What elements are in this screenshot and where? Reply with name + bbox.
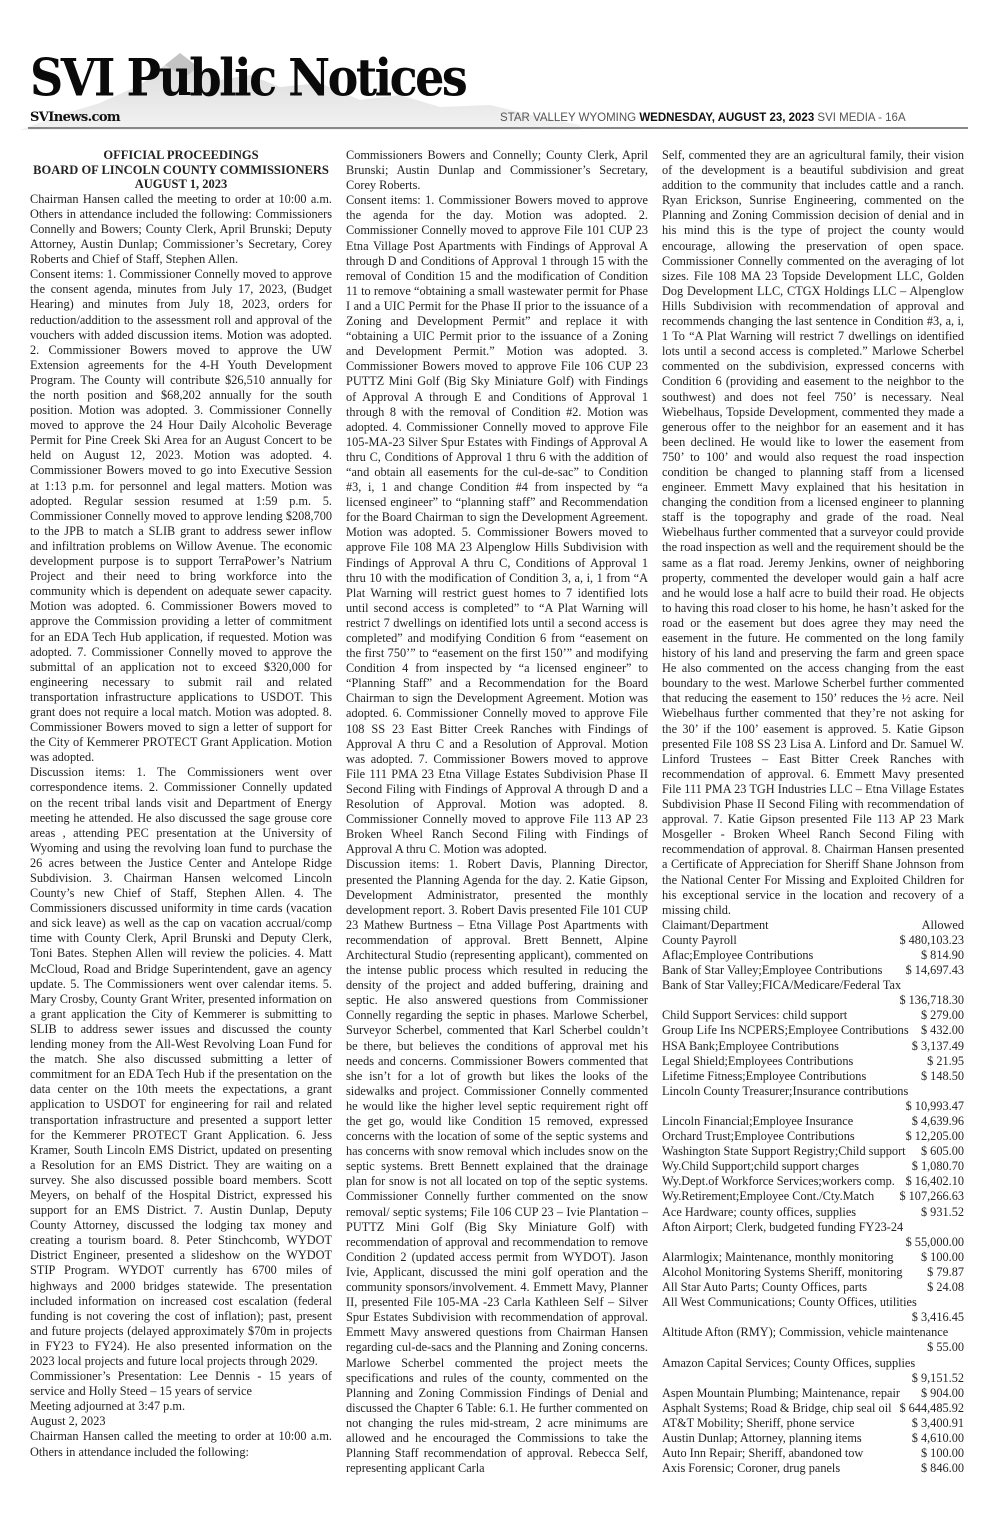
claim-row xyxy=(662,1159,964,1174)
claimant-name: Bank of Star Valley;Employee Contributions xyxy=(662,963,883,978)
claim-amount: $ 14,697.43 xyxy=(905,963,964,978)
claim-amount: $ 605.00 xyxy=(920,1144,964,1159)
notice-heading-3: AUGUST 1, 2023 xyxy=(134,177,228,192)
paragraph: Commissioners Bowers and Connelly; County Clerk, April Brunski; Austin Dunlap and Commissioner’s Secretary, Corey Roberts. xyxy=(346,148,648,193)
paragraph: Consent items: 1. Commissioner Bowers moved to approve the agenda for the day. Motion was adopted. 2. Commissioner Connelly moved to approve File 101 CUP 23 Etna Village Post Apartments with Findings of Approval A through D and Conditions of Approval 1 through 15 with the removal of Condition 15 and the modification of Condition 11 to remove “obtaining a small wastewater permit for Phase I and a UIC Permit for the Phase II prior to the issuance of a Zoning and Development Permit” and replace it with “obtaining a UIC Permit prior to the issuance of a Zoning and Development Permit.” Motion was adopted. 3. Commissioner Bowers moved to approve File 106 CUP 23 PUTTZ Mini Golf (Big Sky Miniature Golf) with Findings of Approval A through E and Conditions of Approval 1 through 8 with the removal of Condition #2. Motion was adopted. 4. Commissioner Connelly moved to approve File 105-MA-23 Silver Spur Estates with Findings of Approval A thru C, Conditions of Approval 1 thru 6 with the addition of “and obtain all easements for the cul-de-sac” to Condition #3, i, 1 and change Condition #4 from inspected by “a licensed engineer” to “planning staff” and Recommendation for the Board Chairman to sign the Development Agreement. Motion was adopted. 5. Commissioner Bowers moved to approve File 108 MA 23 Alpenglow Hills Subdivision with Findings of Approval A thru C, Conditions of Approval 1 thru 10 with the modification of Condition 3, a, i, 1 from “A Plat Warning will restrict guest homes to 7 identified lots until second access is completed” to “A Plat Warning will restrict 7 dwellings on identified lots until a second access is completed” and modifying Condition 6 from “easement on the first 750’” to “easement on the first 150’” and modifying Condition 4 from inspected by “a licensed engineer” to “Planning Staff” and a Recommendation for the Board Chairman to sign the Development Agreement. Motion was adopted. 6. Commissioner Connelly moved to approve File 108 SS 23 East Bitter Creek Ranches with Findings of Approval A thru C and a Resolution of Approval. Motion was adopted. 7. Commissioner Bowers moved to approve File 111 PMA 23 Etna Village Estates Subdivision Phase II Second Filing with Findings of Approval A through D and a Resolution of Approval. Motion was adopted. 8. Commissioner Connelly moved to approve File 113 AP 23 Broken Wheel Ranch Second Filing with Findings of Approval A thru C. Motion was adopted. xyxy=(346,193,648,857)
paragraph: Self, commented they are an agricultural family, their vision of the development is a beautiful subdivision and great addition to the community that includes cattle and a ranch. Ryan Erickson, Sunrise Engineering, commented on the Planning and Zoning Commission decision of denial and in his mind this is the type of project the county would encourage, allowing the preservation of open space. Commissioner Connelly commented on the averaging of lot sizes. File 108 MA 23 Topside Development LLC, Golden Dog Development LLC, CTGX Holdings LLC – Alpenglow Hills Subdivision with recommendation of approval and recommends changing the last sentence in Condition #3, a, i, 1 To “A Plat Warning will restrict 7 dwellings on identified lots until a second access is completed.” Marlowe Scherbel commented on the subdivision, expressed concerns with Condition 6 (providing and easement to the neighbor to the southwest) and does not feel 750’ is necessary. Neal Wiebelhaus, Topside Development, commented they made a generous offer to the neighbor for an easement and it has been declined. He would like to lower the easement from 750’ to 100’ and would also request the road inspection condition be changed to planning staff from a licensed engineer. Emmett Mavy explained that his hesitation in changing the condition from a licensed engineer to planning staff is the topography and grade of the road. Neal Wiebelhaus further commented that a surveyor could provide the road inspection as well and the requirement should be the same as a flat road. Jeremy Jenkins, owner of neighboring property, commented the developer would gain a half acre and he would lose a half acre to build their road. He objects to having this road closer to his home, he hasn’t asked for the road or the easement but does agree they may need the easement in the future. He commented on the long family history of his land and preserving the farm and green space He also commented on the access changing from the east boundary to the west. Marlowe Scherbel further commented that reducing the easement to 150’ reduces the ½ acre. Neil Wiebelhaus further commented that they’re not asking for the 30’ if the 100’ easement is approved. 5. Katie Gipson presented File 108 SS 23 Lisa A. Linford and Dr. Samuel W. Linford Trustees – East Bitter Creek Ranches with recommendation of approval. 6. Emmett Mavy presented File 111 PMA 23 TGH Industries LLC – Etna Village Estates Subdivision Phase II Second Filing with recommendation of approval. 7. Katie Gipson presented File 113 AP 23 Mark Mosgeller - Broken Wheel Ranch Second Filing with recommendation of approval. 8. Chairman Hansen presented a Certificate of Appreciation for Sheriff Shane Johnson from the National Center For Missing and Exploited Children for his exceptional service in the location and recovery of a missing child. xyxy=(662,148,965,917)
claimant-name: Afton Airport; Clerk, budgeted funding FY23-24 xyxy=(662,1219,904,1234)
paragraph: Chairman Hansen called the meeting to order at 10:00 a.m. Others in attendance included the following: xyxy=(30,1429,332,1459)
claim-amount: $ 55,000.00 xyxy=(905,1234,964,1249)
claimant-name: Orchard Trust;Employee Contributions xyxy=(662,1129,855,1144)
claimant-name: Wy.Dept.of Workforce Services;workers comp. xyxy=(662,1174,895,1189)
claimant-name: Aflac;Employee Contributions xyxy=(662,947,814,962)
claim-row xyxy=(662,1325,964,1355)
claim-row xyxy=(662,963,964,978)
claim-amount: $ 279.00 xyxy=(920,1008,964,1023)
claim-row xyxy=(662,1114,964,1129)
paragraph: Consent items: 1. Commissioner Connelly moved to approve the consent agenda, minutes from July 17, 2023, (Budget Hearing) and minutes from July 18, 2023, orders for reduction/addition to the assessment roll and approval of the vouchers with added discussion items. Motion was adopted. 2. Commissioner Bowers moved to approve the UW Extension agreements for the 4-H Youth Development Program. The County will contribute $26,510 annually for the north position and $68,202 annually for the south position. Motion was adopted. 3. Commissioner Connelly moved to approve the 24 Hour Daily Alcoholic Beverage Permit for Pine Creek Ski Area for an August Concert to be held on August 12, 2023. Motion was adopted. 4. Commissioner Bowers moved to go into Executive Session at 1:13 p.m. for personnel and legal matters. Motion was adopted. Regular session resumed at 1:59 p.m. 5. Commissioner Connelly moved to approve lending $208,700 to the JPB to match a SLIB grant to address sewer inflow and infiltration problems on Willow Avenue. The economic development purpose is to support TerraPower’s Natrium Project and their need to bring workforce into the community which is dependent on adequate sewer capacity. Motion was adopted. 6. Commissioner Bowers moved to approve the Commission providing a letter of commitment for an EDA Tech Hub application, if requested. Motion was adopted. 7. Commissioner Connelly moved to approve the submittal of an application not to exceed $320,000 for engineering necessary to submit rail and related transportation infrastructure applications to USDOT. This grant does not require a local match. Motion was adopted. 8. Commissioner Bowers moved to sign a letter of support for the City of Kemmerer PROTECT Grant Application. Motion was adopted. xyxy=(30,267,332,765)
paragraph: Discussion items: 1. The Commissioners went over correspondence items. 2. Commissioner Connelly updated on the recent tribal lands visit and Department of Energy meeting he attended. He also discussed the sage grouse core areas , attending PEC presentation at the University of Wyoming and using the revolving loan fund to purchase the 26 acres between the Justice Center and Antelope Ridge Subdivision. 3. Chairman Hansen welcomed Lincoln County’s new Chief of Staff, Stephen Allen. 4. The Commissioners discussed uniformity in time cards (vacation and sick leave) as well as the cap on vacation accrual/comp time with County Clerk, April Brunski and Deputy Clerk, Toni Bates. Stephen Allen will review the policies. 4. Matt McCloud, Road and Bridge Superintendent, gave an agency update. 5. The Commissioners went over calendar items. 5. Mary Crosby, County Grant Writer, presented information on a grant application the City of Kemmerer is submitting to SLIB to address sewer issues and discussed the county lending money from the All-West Revolving Loan Fund for the match. She also discussed submitting a letter of commitment for an EDA Tech Hub if the presentation on the data center on the 10th meets the expectations, a grant application to USDOT for engineering for rail and related transportation infrastructure and presented a support letter for the Kemmerer PROTECT Grant Application. 6. Jess Kramer, South Lincoln EMS District, updated on presenting a Resolution for an EMS District. They are waiting on a survey. She also discussed possible board members. Scott Meyers, on behalf of the Hospital District, expressed his support for an EMS District. 7. Austin Dunlap, Deputy County Attorney, discussed the lodging tax money and creating a tourism board. 8. Peter Stinchcomb, WYDOT District Engineer, presented a slideshow on the WYDOT STIP Program. WYDOT currently has 6700 miles of highways and 2000 bridges statewide. The presentation included information on increased cost escalation (federal funding is not covering the cost of inflation); past, present and future projects (delayed approximately $70m in projects in FY23 to FY24). He also presented information on the 2023 local projects and future local projects through 2029. xyxy=(30,765,332,1368)
claimant-name: Aspen Mountain Plumbing; Maintenance, repair xyxy=(662,1385,901,1400)
claim-row xyxy=(662,1129,964,1144)
claim-row xyxy=(662,1205,964,1220)
column-1 xyxy=(30,148,332,1476)
dateline-date: WEDNESDAY, AUGUST 23, 2023 xyxy=(639,112,815,124)
masthead-divider xyxy=(28,127,968,129)
claim-row xyxy=(662,1280,964,1295)
claim-amount: $ 846.00 xyxy=(920,1461,964,1476)
claim-row xyxy=(662,1431,964,1446)
claim-amount: $ 644,485.92 xyxy=(899,1400,964,1415)
claim-amount: $ 100.00 xyxy=(920,1446,964,1461)
claim-amount: $ 24.08 xyxy=(927,1280,964,1295)
dateline-suffix: SVI MEDIA - 16A xyxy=(814,112,906,124)
page-title: SVI Public Notices xyxy=(30,47,466,108)
claim-amount: $ 16,402.10 xyxy=(905,1174,964,1189)
claimant-name: Wy.Retirement;Employee Cont./Cty.Match xyxy=(662,1189,875,1204)
claimant-name: Group Life Ins NCPERS;Employee Contributions xyxy=(662,1023,909,1038)
claim-amount: $ 9,151.52 xyxy=(911,1370,964,1385)
claim-row xyxy=(662,1461,964,1476)
paragraph: Chairman Hansen called the meeting to order at 10:00 a.m. Others in attendance included the following: Commissioners Connelly and Bowers; County Clerk, April Brunski; Deputy Attorney, Austin Dunlap; Commissioner’s Secretary, Corey Roberts and Chief of Staff, Stephen Allen. xyxy=(30,191,332,267)
claim-amount: $ 10,993.47 xyxy=(905,1098,964,1113)
claim-row xyxy=(662,1008,964,1023)
claimant-name: Lincoln County Treasurer;Insurance contributions xyxy=(662,1083,909,1098)
dateline-prefix: STAR VALLEY WYOMING xyxy=(500,112,640,124)
claims-table xyxy=(662,918,964,1476)
claimant-name: Washington State Support Registry;Child support xyxy=(662,1144,906,1159)
claims-header-claimant: Claimant/Department xyxy=(662,917,769,932)
claim-row xyxy=(662,1039,964,1054)
claimant-name: Alcohol Monitoring Systems Sheriff, monitoring xyxy=(662,1264,903,1279)
claim-row xyxy=(662,1069,964,1084)
claimant-name: Alarmlogix; Maintenance, monthly monitoring xyxy=(662,1249,894,1264)
claimant-name: All West Communications; County Offices, utilities xyxy=(662,1295,917,1310)
paragraph: August 2, 2023 xyxy=(30,1414,106,1429)
claim-amount: $ 55.00 xyxy=(927,1340,964,1355)
column-2 xyxy=(346,148,648,1476)
claim-row xyxy=(662,1356,964,1386)
claim-amount: $ 136,718.30 xyxy=(899,993,964,1008)
claims-rows xyxy=(662,933,964,1476)
notice-heading-2: BOARD OF LINCOLN COUNTY COMMISSIONERS xyxy=(33,162,329,177)
claimant-name: All Star Auto Parts; County Offices, parts xyxy=(662,1280,868,1295)
claim-amount: $ 79.87 xyxy=(927,1264,964,1279)
claim-amount: $ 931.52 xyxy=(920,1204,964,1219)
claim-row xyxy=(662,1174,964,1189)
claim-row xyxy=(662,1250,964,1265)
claimant-name: Asphalt Systems; Road & Bridge, chip seal oil xyxy=(662,1400,892,1415)
notice-columns xyxy=(30,148,964,1476)
masthead xyxy=(0,0,994,130)
claimant-name: AT&T Mobility; Sheriff, phone service xyxy=(662,1415,855,1430)
claim-row xyxy=(662,1084,964,1114)
claim-amount: $ 3,137.49 xyxy=(911,1038,964,1053)
claimant-name: Axis Forensic; Coroner, drug panels xyxy=(662,1461,841,1476)
claims-header xyxy=(662,918,964,933)
claim-row xyxy=(662,1144,964,1159)
claimant-name: Lifetime Fitness;Employee Contributions xyxy=(662,1068,867,1083)
paragraph: Discussion items: 1. Robert Davis, Planning Director, presented the Planning Agenda for the day. 2. Katie Gipson, Development Administrator, presented the monthly development report. 3. Robert Davis presented File 101 CUP 23 Mathew Burtness – Etna Village Post Apartments with recommendation of approval. Brett Bennett, Alpine Architectural Studio (representing applicant), commented on the intense public process which resulted in reducing the density of the project and added buffering, draining and septic. He also answered questions from Commissioner Connelly regarding the septic in phases. Marlowe Scherbel, Surveyor Scherbel, commented that Karl Scherbel couldn’t be there, but believes the conditions of approval met his needs and concerns. Commissioner Bowers commented that she isn’t for a lot of growth but likes the looks of the sidewalks and project. Commissioner Connelly commented he would like the higher level septic requirement right off the get go, would like Condition 15 removed, expressed concerns with the location of some of the septic systems and has concerns with snow removal which includes snow on the septic systems. Brett Bennett explained that the drainage plan for snow is not all located on top of the septic systems. Commissioner Connelly further commented on the snow removal/ septic systems; File 106 CUP 23 – Ivie Plantation – PUTTZ Mini Golf (Big Sky Miniature Golf) with recommendation of approval and recommendation to remove Condition 2 (updated access permit from WYDOT). Jason Ivie, Applicant, discussed the mini golf operation and the community sponsors/involvement. 4. Emmett Mavy, Planner II, presented File 105-MA -23 Carla Kathleen Self – Silver Spur Estates Subdivision with recommendation of approval. Emmett Mavy answered questions from Chairman Hansen regarding cul-de-sacs and the Planning and Zoning concerns. Marlowe Scherbel commented the project meets the specifications and rules of the county, commented on the Planning and Zoning Commission Findings of Denial and discussed the Chapter 6 Table: 6.1. He further commented on not changing the rules mid-stream, 2 acre minimums are allowed and he encouraged the Commissions to take the Planning Staff recommendation of approval. Rebecca Self, representing applicant Carla xyxy=(346,857,648,1476)
claim-amount: $ 148.50 xyxy=(920,1068,964,1083)
claimant-name: Altitude Afton (RMY); Commission, vehicle maintenance xyxy=(662,1325,949,1340)
claimant-name: HSA Bank;Employee Contributions xyxy=(662,1038,839,1053)
claimant-name: County Payroll xyxy=(662,932,737,947)
claim-row xyxy=(662,1446,964,1461)
claimant-name: Wy.Child Support;child support charges xyxy=(662,1159,860,1174)
claim-amount: $ 814.90 xyxy=(920,947,964,962)
claim-row xyxy=(662,1189,964,1204)
paragraph: Commissioner’s Presentation: Lee Dennis - 15 years of service and Holly Steed – 15 years of service xyxy=(30,1369,332,1399)
claim-row xyxy=(662,948,964,963)
column-3 xyxy=(662,148,964,1476)
claim-amount: $ 3,400.91 xyxy=(911,1415,964,1430)
claim-row xyxy=(662,1023,964,1038)
notice-heading-1: OFFICIAL PROCEEDINGS xyxy=(103,148,259,162)
claim-row xyxy=(662,978,964,1008)
claim-amount: $ 4,610.00 xyxy=(911,1430,964,1445)
claim-amount: $ 432.00 xyxy=(920,1023,964,1038)
claims-header-allowed: Allowed xyxy=(921,917,964,932)
claim-amount: $ 3,416.45 xyxy=(911,1310,964,1325)
claim-amount: $ 480,103.23 xyxy=(899,932,964,947)
claimant-name: Amazon Capital Services; County Offices, supplies xyxy=(662,1355,916,1370)
claim-amount: $ 107,266.63 xyxy=(899,1189,964,1204)
claimant-name: Child Support Services: child support xyxy=(662,1008,848,1023)
claimant-name: Lincoln Financial;Employee Insurance xyxy=(662,1114,854,1128)
claim-row xyxy=(662,1386,964,1401)
dateline xyxy=(500,112,906,124)
claimant-name: Bank of Star Valley;FICA/Medicare/Federal Tax xyxy=(662,978,902,993)
paragraph: Meeting adjourned at 3:47 p.m. xyxy=(30,1399,186,1414)
claim-row xyxy=(662,1220,964,1250)
claim-amount: $ 904.00 xyxy=(920,1385,964,1400)
claim-amount: $ 12,205.00 xyxy=(905,1129,964,1144)
claim-row xyxy=(662,1265,964,1280)
claim-row xyxy=(662,1416,964,1431)
site-link[interactable]: SVInews.com xyxy=(30,110,121,125)
claim-row xyxy=(662,933,964,948)
claim-amount: $ 100.00 xyxy=(920,1249,964,1264)
claim-row xyxy=(662,1295,964,1325)
claim-amount: $ 4,639.96 xyxy=(911,1114,964,1128)
claimant-name: Legal Shield;Employees Contributions xyxy=(662,1053,854,1068)
claimant-name: Ace Hardware; county offices, supplies xyxy=(662,1204,857,1219)
claimant-name: Austin Dunlap; Attorney, planning items xyxy=(662,1430,862,1445)
claim-amount: $ 21.95 xyxy=(927,1053,964,1068)
claim-amount: $ 1,080.70 xyxy=(911,1159,964,1174)
claim-row xyxy=(662,1054,964,1069)
claim-row xyxy=(662,1401,964,1416)
claimant-name: Auto Inn Repair; Sheriff, abandoned tow xyxy=(662,1446,864,1461)
